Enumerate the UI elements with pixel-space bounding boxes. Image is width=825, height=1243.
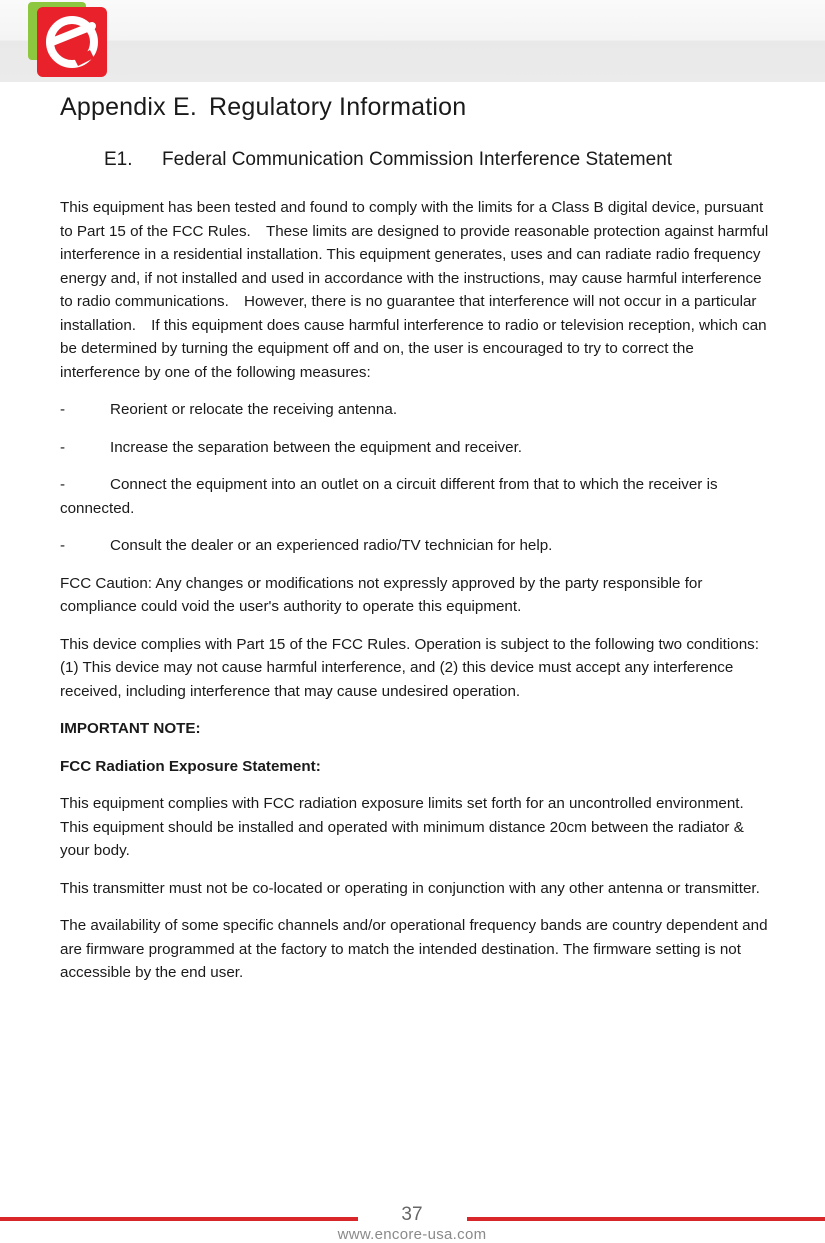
appendix-title-text: Regulatory Information <box>209 93 467 121</box>
intro-paragraph: This equipment has been tested and found to comply with the limits for a Class B digital device, pursuant to Part 15 of the FCC Rules. These limits are designed to provide reasonable protection against harmful interference in a residential installation. This equipment generates, uses and can radiate radio frequency energy and, if not installed and used in accordance with the instructions, may cause harmful interference to radio communications. However, there is no guarantee that interference will not occur in a particular installation. If this equipment does cause harmful interference to radio or television reception, which can be determined by turning the equipment off and on, the user is encouraged to try to correct the interference by one of the following measures: <box>60 199 769 381</box>
radiation-exposure-heading: FCC Radiation Exposure Statement: <box>60 757 321 775</box>
document-body <box>60 196 772 999</box>
list-item <box>60 398 772 422</box>
encore-e-logo-icon <box>28 2 110 78</box>
page-number: 37 <box>401 1204 423 1225</box>
list-item-text: Connect the equipment into an outlet on a circuit different from that to which the receiver is connected. <box>60 476 718 517</box>
section-number: E1. <box>104 149 133 170</box>
radiation-exposure-paragraph: This equipment complies with FCC radiation exposure limits set forth for an uncontrolled environment. This equipment should be installed and operated with minimum distance 20cm between the radiator & your body. <box>60 795 744 859</box>
colocation-paragraph: This transmitter must not be co-located or operating in conjunction with any other antenna or transmitter. <box>60 879 760 897</box>
part15-paragraph: This device complies with Part 15 of the FCC Rules. Operation is subject to the following two conditions: (1) This device may not cause harmful interference, and (2) this device must accept any interference received, including interference that may cause undesired operation. <box>60 635 759 700</box>
footer-url: www.encore-usa.com <box>337 1226 487 1243</box>
footer-rule-right <box>467 1217 825 1221</box>
page-header <box>0 0 825 82</box>
list-item-text: Consult the dealer or an experienced radio/TV technician for help. <box>110 537 553 554</box>
list-item <box>60 473 772 520</box>
availability-paragraph: The availability of some specific channels and/or operational frequency bands are country dependent and are firmware programmed at the factory to match the intended destination. The firmware setting is not accessible by the end user. <box>60 917 768 981</box>
important-note-heading: IMPORTANT NOTE: <box>60 720 201 737</box>
list-item-text: Reorient or relocate the receiving antenna. <box>110 401 398 418</box>
list-bullet: - <box>60 401 66 418</box>
fcc-caution-paragraph: FCC Caution: Any changes or modifications not expressly approved by the party responsible for compliance could void the user's authority to operate this equipment. <box>60 574 703 615</box>
appendix-number: Appendix E. <box>60 93 198 121</box>
list-bullet: - <box>60 476 66 493</box>
list-bullet: - <box>60 537 66 554</box>
footer-rule-left <box>0 1217 358 1221</box>
section-title-text: Federal Communication Commission Interference Statement <box>162 149 673 170</box>
list-item <box>60 534 772 558</box>
appendix-title <box>60 93 466 122</box>
list-item <box>60 436 772 460</box>
list-bullet: - <box>60 438 66 456</box>
list-item-text: Increase the separation between the equipment and receiver. <box>110 438 523 456</box>
section-title <box>104 149 672 171</box>
